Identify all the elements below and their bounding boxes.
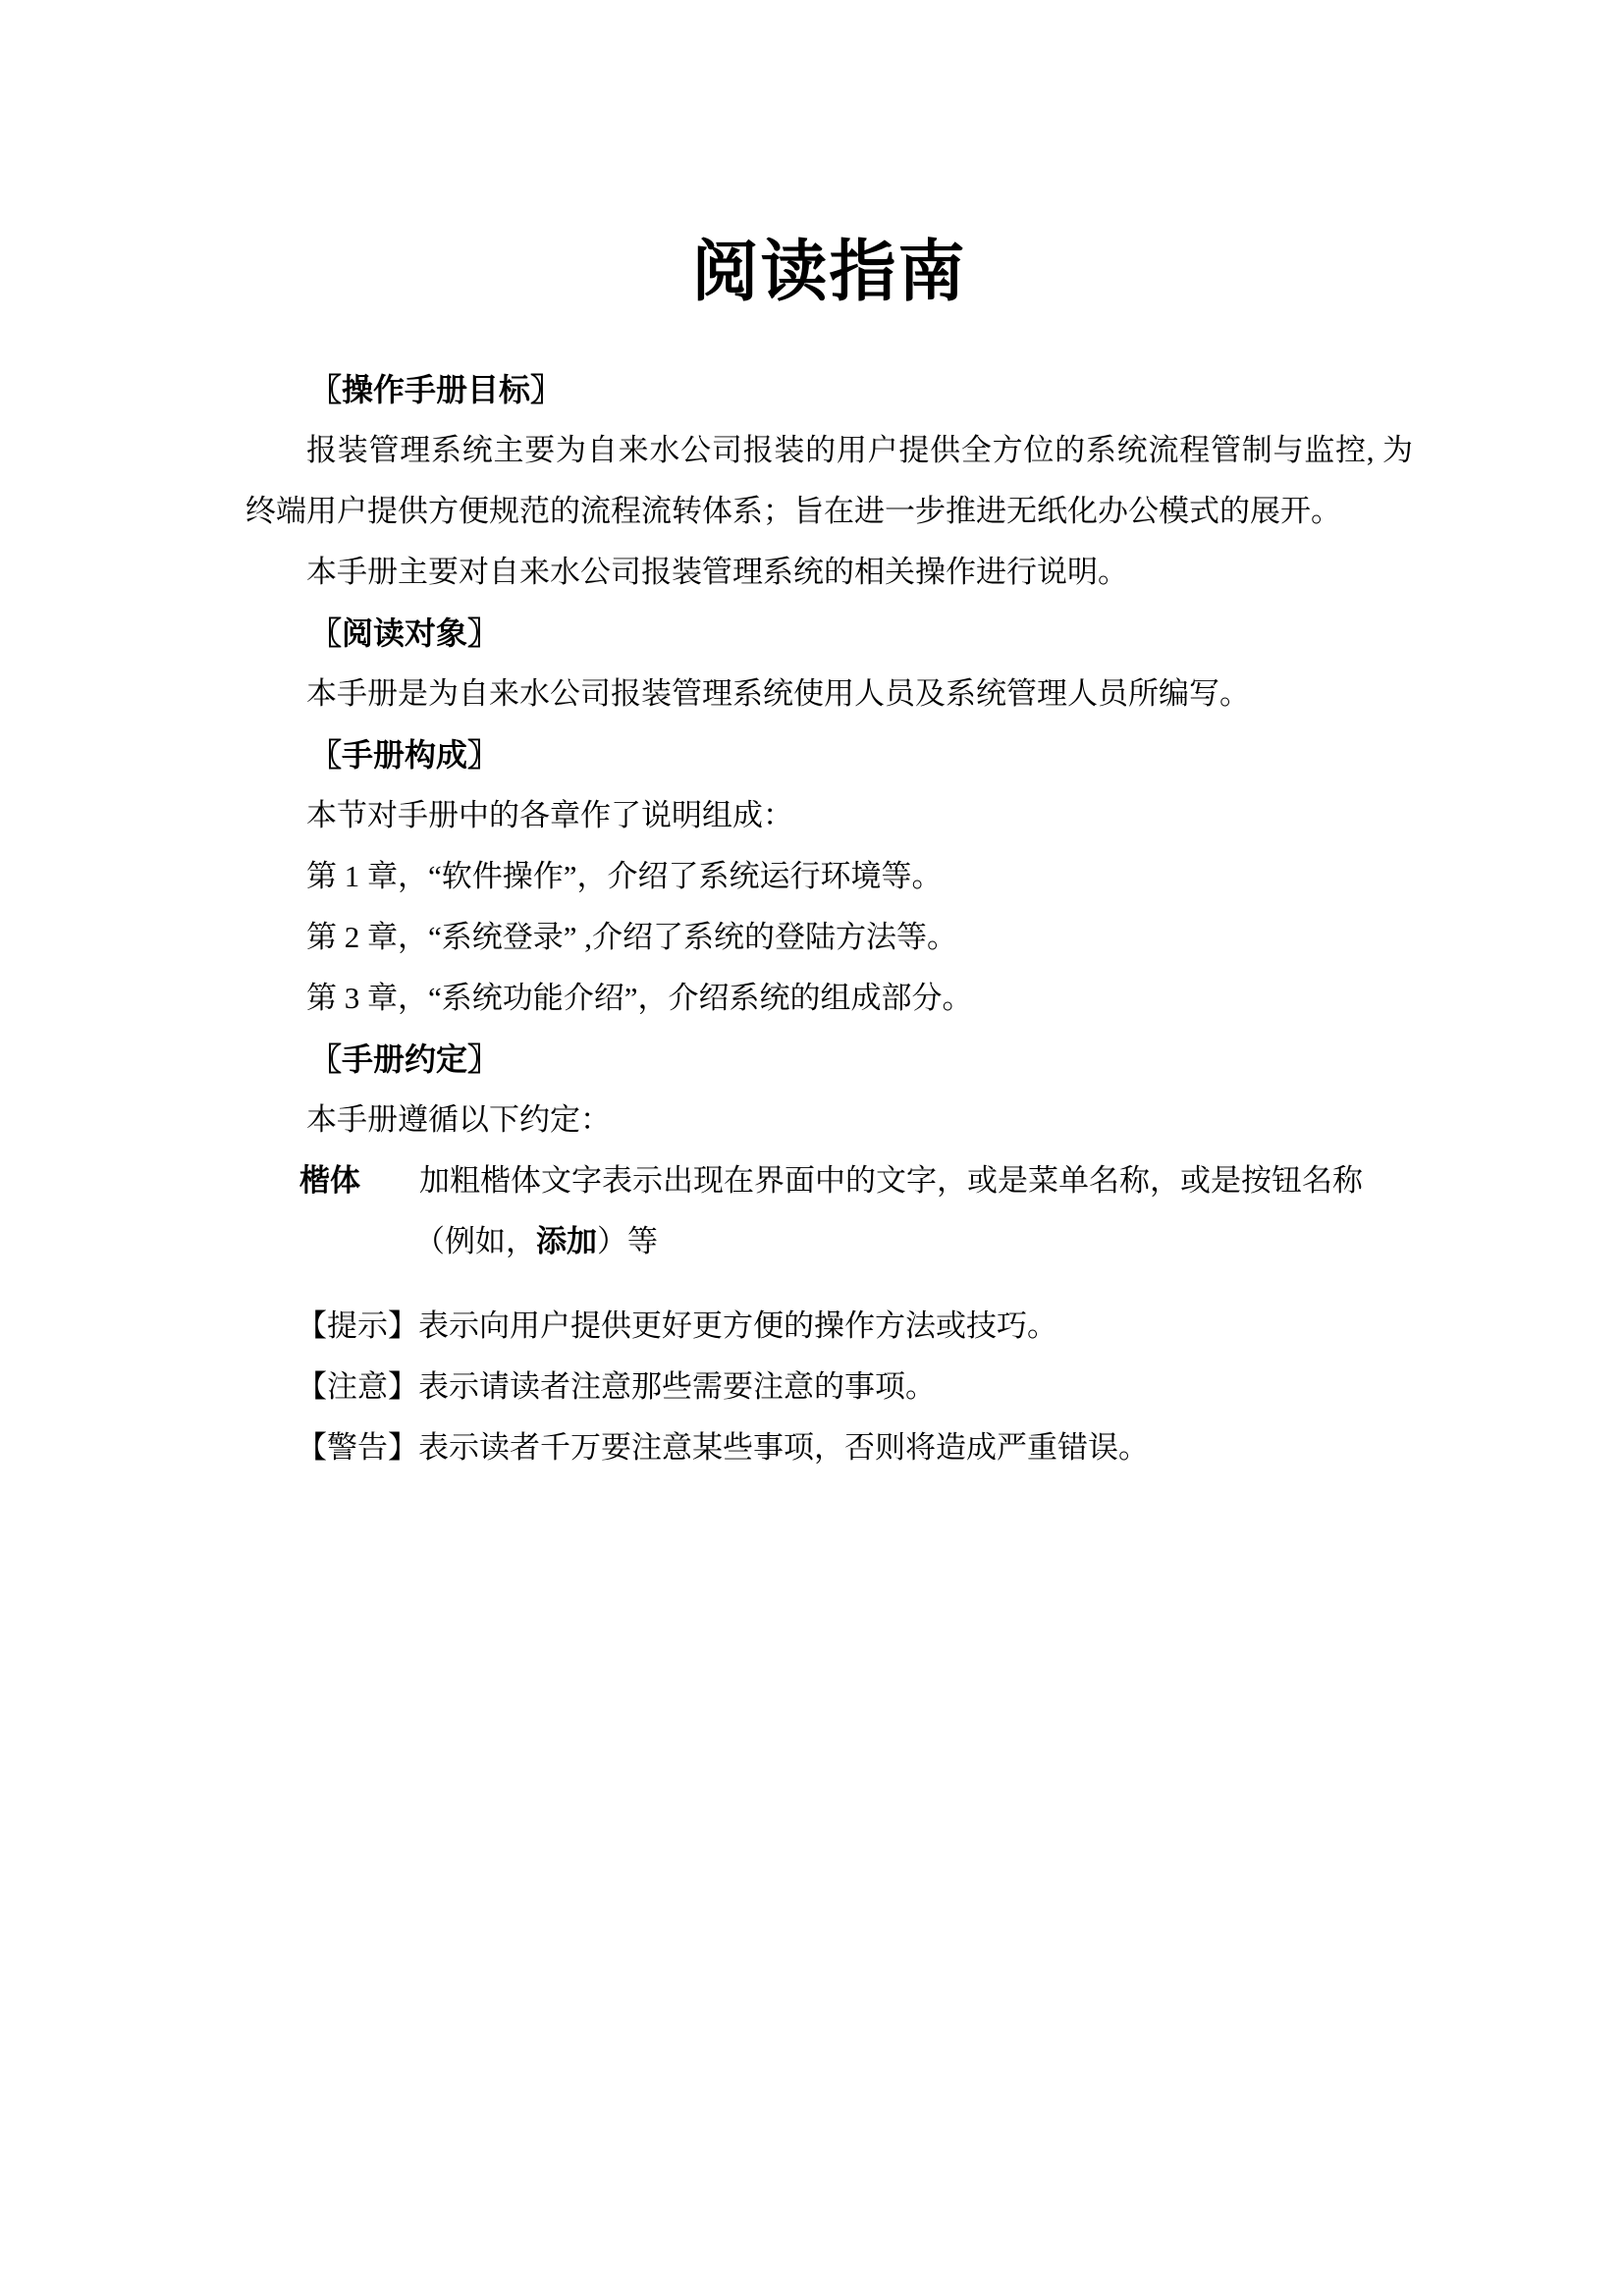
- convention-term-row: [245, 1150, 1413, 1211]
- section-heading-structure: 〖手册构成〗: [310, 737, 500, 773]
- paragraph-chapter-3: 第 3 章，“系统功能介绍”，介绍系统的组成部分。: [306, 981, 973, 1015]
- paragraph-chapter-1: 第 1 章，“软件操作”，介绍了系统运行环境等。: [306, 859, 943, 893]
- note-attention: 【注意】表示请读者注意那些需要注意的事项。: [297, 1369, 936, 1404]
- convention-example-suffix: ）等: [597, 1224, 658, 1258]
- note-tip: 【提示】表示向用户提供更好更方便的操作方法或技巧。: [297, 1308, 1057, 1343]
- paragraph-audience: 本手册是为自来水公司报装管理系统使用人员及系统管理人员所编写。: [306, 676, 1250, 711]
- paragraph-manual-goal-2: 本手册主要对自来水公司报装管理系统的相关操作进行说明。: [306, 555, 1128, 589]
- document-title: 阅读指南: [691, 235, 967, 309]
- convention-example-bold-term: 添加: [536, 1224, 597, 1258]
- convention-term-label: 楷体: [299, 1163, 360, 1198]
- note-warning: 【警告】表示读者千万要注意某些事项，否则将造成严重错误。: [297, 1430, 1149, 1465]
- paragraph-chapter-2: 第 2 章，“系统登录” ,介绍了系统的登陆方法等。: [306, 920, 958, 954]
- section-heading-audience: 〖阅读对象〗: [310, 615, 500, 651]
- section-heading-conventions: 〖手册约定〗: [310, 1041, 500, 1077]
- paragraph-structure-intro: 本节对手册中的各章作了说明组成：: [306, 798, 793, 832]
- paragraph-conventions-intro: 本手册遵循以下约定：: [306, 1102, 611, 1137]
- section-heading-manual-goal: 〖操作手册目标〗: [310, 372, 563, 407]
- convention-term-example: [245, 1211, 1413, 1272]
- convention-example-prefix: （例如，: [414, 1224, 536, 1258]
- convention-term-description: 加粗楷体文字表示出现在界面中的文字，或是菜单名称，或是按钮名称: [419, 1163, 1363, 1198]
- paragraph-manual-goal-1: 报装管理系统主要为自来水公司报装的用户提供全方位的系统流程管制与监控, 为终端用户提供方便规范的流程流转体系；旨在进一步推进无纸化办公模式的展开。: [245, 433, 1413, 528]
